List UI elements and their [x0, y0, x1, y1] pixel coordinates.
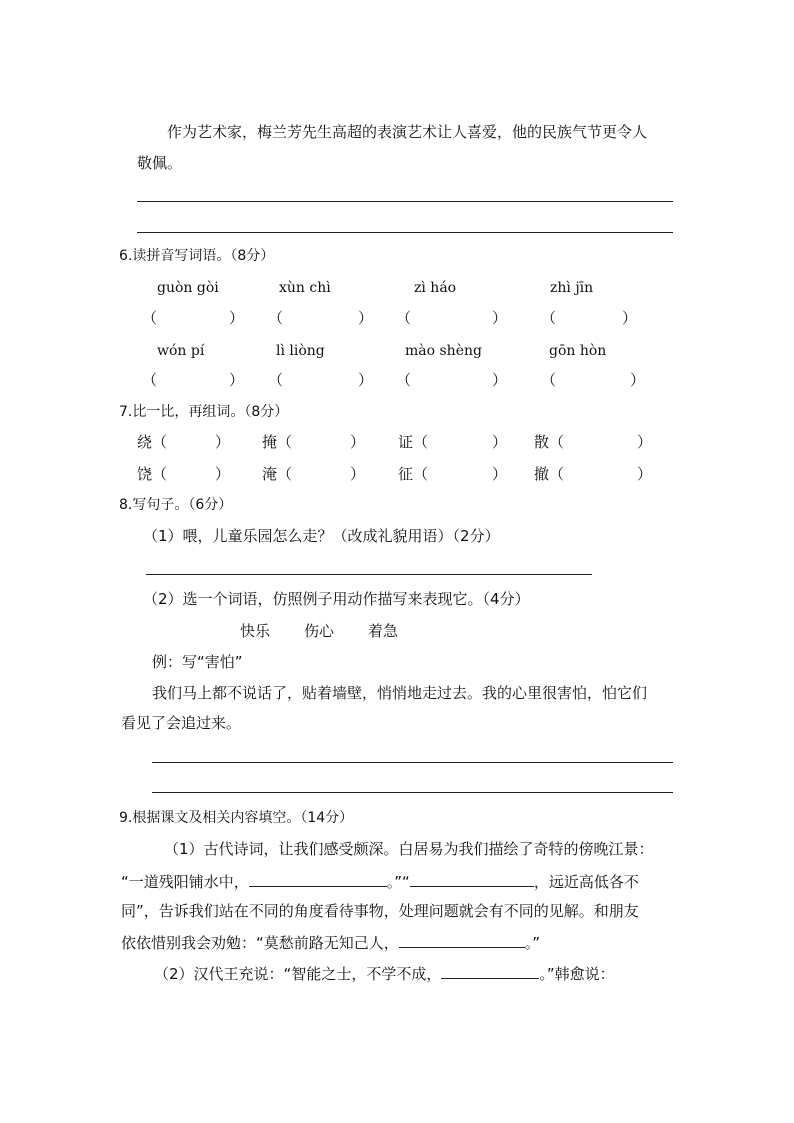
q9-text: ，远近高低各不: [533, 873, 639, 891]
fill-blank[interactable]: [410, 870, 534, 887]
q7-paren-close: ）: [492, 433, 508, 451]
q9-text: 。”韩愈说：: [539, 965, 615, 983]
q9-line-1: （1）古代诗词，让我们感受颇深。白居易为我们描绘了奇特的傍晚江景：: [164, 840, 654, 858]
q7-paren-close: ）: [215, 465, 231, 483]
q9-text: 依依惜别我会劝勉：“莫愁前路无知己人，: [121, 934, 399, 952]
q8-part-2: （2）选一个词语，仿照例子用动作描写来表现它。（4分）: [143, 590, 530, 608]
q7-paren-close: ）: [350, 465, 366, 483]
q7-char: 证（: [398, 433, 429, 451]
q6-paren-open: （: [396, 309, 412, 327]
q6-title: 6.读拼音写词语。（8分）: [119, 248, 275, 264]
fill-blank[interactable]: [399, 931, 525, 948]
q6-paren-open: （: [541, 371, 557, 389]
q6-paren-open: （: [268, 371, 284, 389]
q7-char: 饶（: [137, 465, 168, 483]
q6-pinyin: xùn chì: [279, 280, 331, 296]
q6-pinyin: lì liòng: [276, 343, 325, 359]
q6-paren-close: ）: [229, 309, 245, 327]
fill-blank[interactable]: [441, 962, 539, 979]
q9-line-5: [154, 962, 615, 984]
q9-text: “一道残阳铺水中，: [121, 873, 249, 891]
answer-line[interactable]: [146, 574, 592, 575]
q6-paren-open: （: [268, 309, 284, 327]
q8-word: 快乐: [240, 622, 271, 640]
q7-char: 撤（: [534, 465, 565, 483]
intro-line-1: 作为艺术家，梅兰芳先生高超的表演艺术让人喜爱，他的民族气节更令人: [167, 123, 648, 141]
q6-paren-close: ）: [358, 309, 374, 327]
fill-blank[interactable]: [249, 870, 387, 887]
q6-paren-close: ）: [622, 309, 638, 327]
q9-line-4: [121, 931, 540, 953]
q9-text: 。”“: [386, 873, 410, 891]
q6-paren-open: （: [142, 309, 158, 327]
q9-line-2: [121, 870, 639, 892]
q8-title: 8.写句子。（6分）: [119, 497, 233, 513]
q6-paren-close: ）: [630, 371, 646, 389]
q7-char: 淹（: [262, 465, 293, 483]
q6-paren-close: ）: [492, 371, 508, 389]
q6-paren-close: ）: [229, 371, 245, 389]
q9-text: 。”: [524, 934, 541, 952]
answer-line[interactable]: [152, 792, 673, 793]
q9-title: 9.根据课文及相关内容填空。（14分）: [119, 810, 354, 826]
q7-paren-close: ）: [215, 433, 231, 451]
q8-word: 伤心: [304, 622, 335, 640]
q6-pinyin: zì háo: [414, 280, 457, 296]
q8-word: 着急: [368, 622, 399, 640]
q7-paren-close: ）: [637, 433, 653, 451]
answer-line[interactable]: [137, 201, 673, 202]
q7-paren-close: ）: [350, 433, 366, 451]
answer-line[interactable]: [137, 232, 673, 233]
q7-char: 掩（: [262, 433, 293, 451]
q6-pinyin: guòn gòi: [157, 280, 219, 296]
q9-text: （2）汉代王充说：“智能之士，不学不成，: [154, 965, 442, 983]
intro-line-2: 敬佩。: [137, 154, 183, 172]
q8-example-label: 例：写“害怕”: [152, 653, 243, 671]
q6-paren-open: （: [142, 371, 158, 389]
q6-pinyin: wón pí: [157, 343, 205, 359]
q6-paren-close: ）: [492, 309, 508, 327]
q6-paren-close: ）: [358, 371, 374, 389]
q8-example-line-1: 我们马上都不说话了，贴着墙壁，悄悄地走过去。我的心里很害怕，怕它们: [152, 684, 648, 702]
q9-line-3: 同”，告诉我们站在不同的角度看待事物，处理问题就会有不同的见解。和朋友: [121, 902, 639, 920]
q7-char: 散（: [534, 433, 565, 451]
q8-example-line-2: 看见了会追过来。: [121, 714, 242, 732]
q6-pinyin: gōn hòn: [549, 343, 607, 359]
q7-char: 绕（: [137, 433, 168, 451]
q6-paren-open: （: [541, 309, 557, 327]
answer-line[interactable]: [152, 762, 673, 763]
q6-paren-open: （: [396, 371, 412, 389]
q7-paren-close: ）: [492, 465, 508, 483]
q6-pinyin: zhì jīn: [550, 280, 594, 296]
q7-title: 7.比一比，再组词。（8分）: [119, 404, 289, 420]
q7-paren-close: ）: [637, 465, 653, 483]
q6-pinyin: mào shèng: [405, 343, 482, 359]
q8-part-1: （1）喂，儿童乐园怎么走？（改成礼貌用语）（2分）: [143, 527, 500, 545]
q7-char: 征（: [398, 465, 429, 483]
